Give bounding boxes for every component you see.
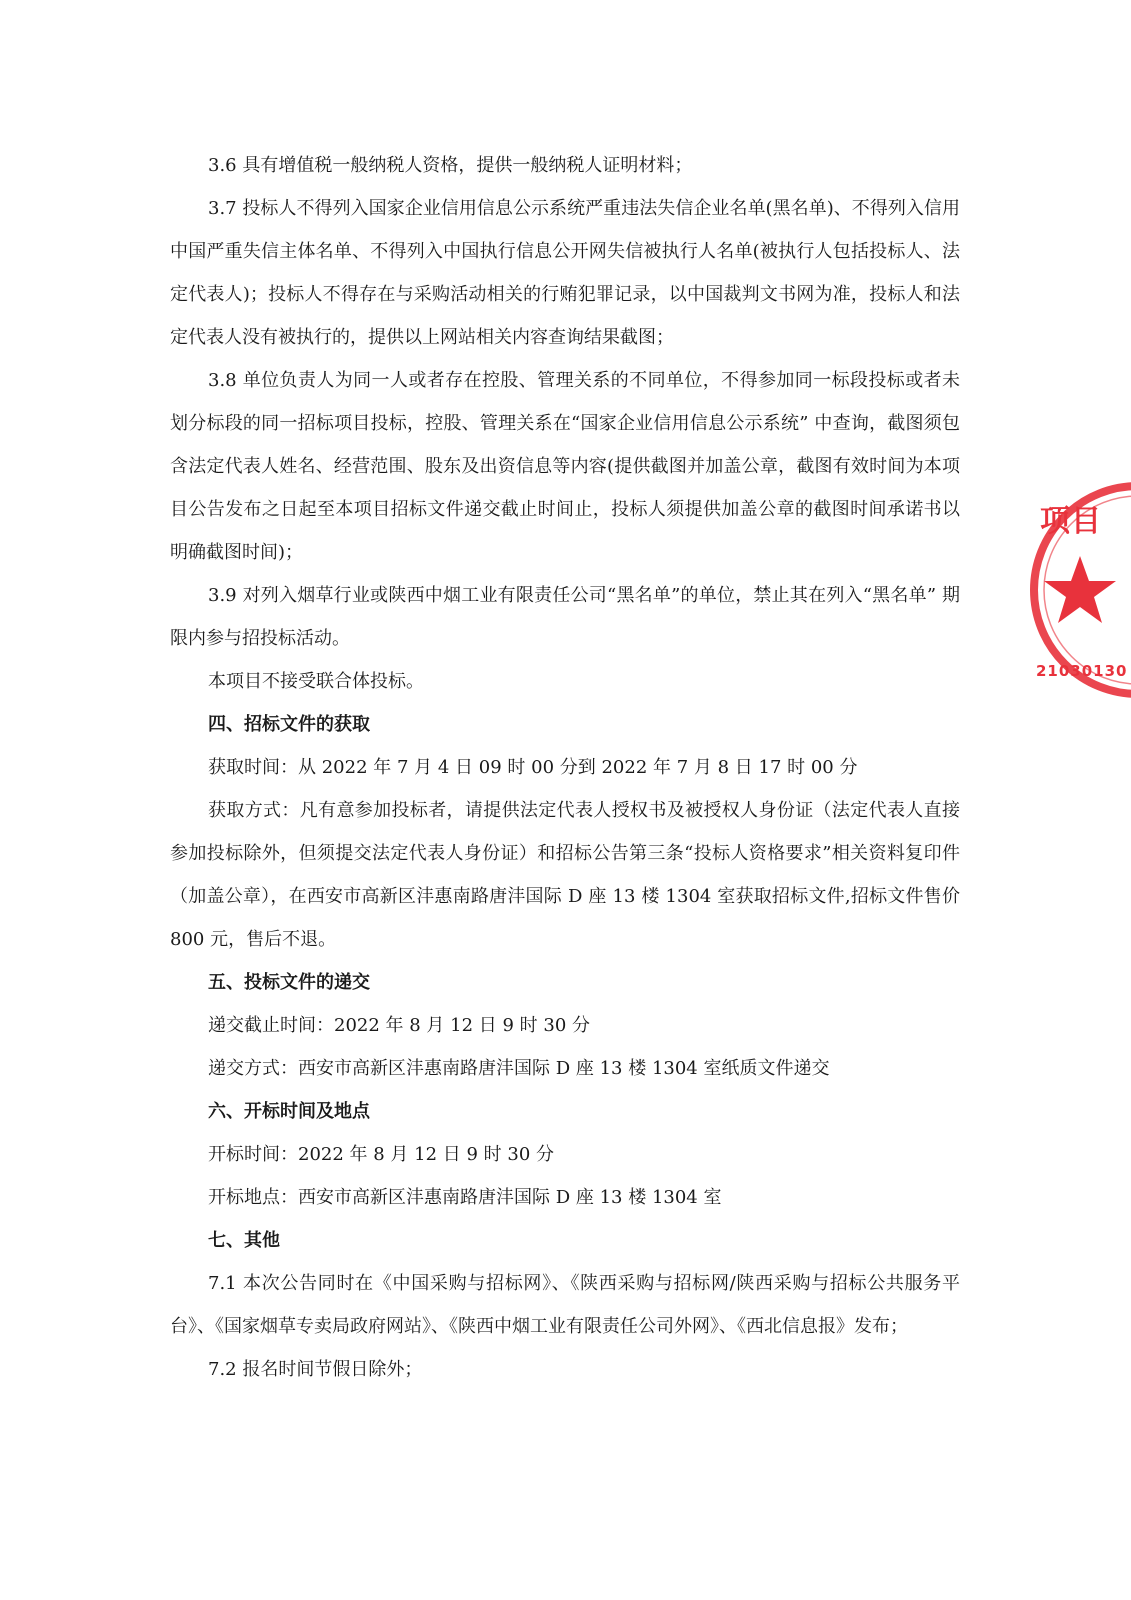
paragraph-3-7: 3.7 投标人不得列入国家企业信用信息公示系统严重违法失信企业名单(黑名单)、不得列入信用中国严重失信主体名单、不得列入中国执行信息公开网失信被执行人名单(被执行人包括投标人、法定代表人)；投标人不得存在与采购活动相关的行贿犯罪记录，以中国裁判文书网为准，投标人和法定代表人没有被执行的，提供以上网站相关内容查询结果截图；: [170, 198, 960, 348]
paragraph-7-2: 7.2 报名时间节假日除外；: [208, 1359, 423, 1380]
paragraph-3-6: 3.6 具有增值税一般纳税人资格，提供一般纳税人证明材料；: [208, 155, 693, 176]
paragraph-3-8: 3.8 单位负责人为同一人或者存在控股、管理关系的不同单位，不得参加同一标段投标或者未划分标段的同一招标项目投标，控股、管理关系在“国家企业信用信息公示系统” 中查询，截图须包含法定代表人姓名、经营范围、股东及出资信息等内容(提供截图并加盖公章，截图有效时间为本项目公告发布之日起至本项目招标文件递交截止时间止，投标人须提供加盖公章的截图时间承诺书以明确截图时间)；: [170, 370, 960, 563]
section-heading-6: 六、开标时间及地点: [208, 1101, 370, 1122]
paragraph-acquisition-method: 获取方式：凡有意参加投标者，请提供法定代表人授权书及被授权人身份证（法定代表人直接参加投标除外，但须提交法定代表人身份证）和招标公告第三条“投标人资格要求”相关资料复印件（加盖公章），在西安市高新区沣惠南路唐沣国际 D 座 13 楼 1304 室获取招标文件,招标文件售价 800 元，售后不退。: [170, 800, 960, 950]
section-heading-7: 七、其他: [208, 1230, 280, 1251]
paragraph-opening-time: 开标时间：2022 年 8 月 12 日 9 时 30 分: [208, 1144, 555, 1165]
company-seal-stamp: [1030, 478, 1131, 703]
seal-star-icon: [1044, 556, 1116, 623]
paragraph-submission-deadline: 递交截止时间：2022 年 8 月 12 日 9 时 30 分: [208, 1015, 591, 1036]
paragraph-3-9: 3.9 对列入烟草行业或陕西中烟工业有限责任公司“黑名单”的单位，禁止其在列入“黑名单” 期限内参与招投标活动。: [170, 585, 960, 649]
seal-top-text: 项目: [1040, 504, 1102, 539]
paragraph-submission-method: 递交方式：西安市高新区沣惠南路唐沣国际 D 座 13 楼 1304 室纸质文件递交: [208, 1058, 830, 1079]
section-heading-4: 四、招标文件的获取: [208, 714, 370, 735]
paragraph-no-consortium: 本项目不接受联合体投标。: [208, 671, 424, 692]
paragraph-7-1: 7.1 本次公告同时在《中国采购与招标网》、《陕西采购与招标网/陕西采购与招标公共服务平台》、《国家烟草专卖局政府网站》、《陕西中烟工业有限责任公司外网》、《西北信息报》发布；: [170, 1273, 960, 1337]
paragraph-acquisition-time: 获取时间：从 2022 年 7 月 4 日 09 时 00 分到 2022 年 7 月 8 日 17 时 00 分: [208, 757, 858, 778]
seal-number-text: 21030130: [1036, 662, 1128, 680]
paragraph-opening-location: 开标地点：西安市高新区沣惠南路唐沣国际 D 座 13 楼 1304 室: [208, 1187, 722, 1208]
section-heading-5: 五、投标文件的递交: [208, 972, 370, 993]
document-body: [170, 144, 960, 1391]
